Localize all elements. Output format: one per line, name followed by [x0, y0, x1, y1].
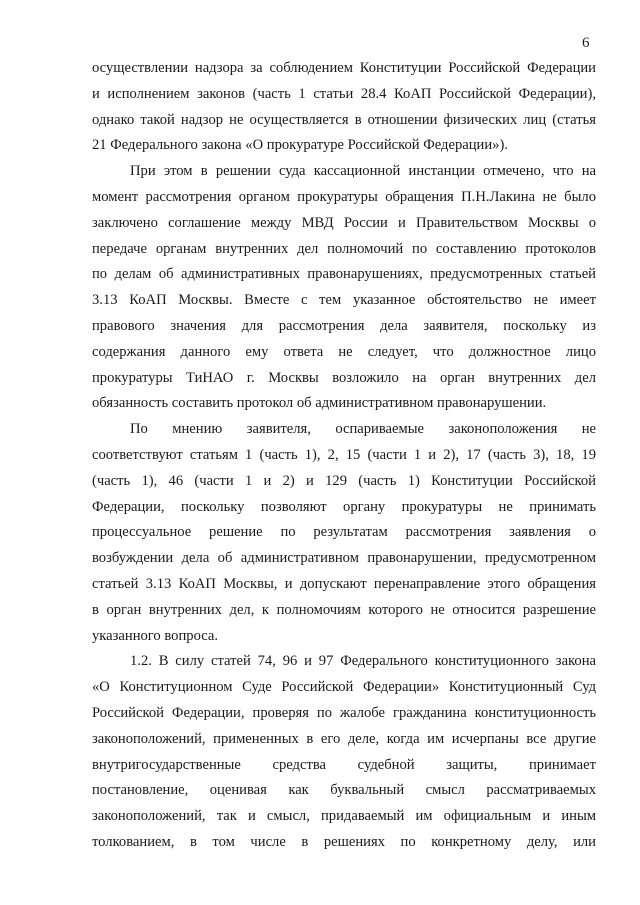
paragraph-3 — [92, 417, 596, 649]
text-line: 1.2. В силу статей 74, 96 и 97 Федерального конституционного закона — [130, 653, 596, 670]
text-line: по делам об административных правонарушениях, предусмотренных статьей — [92, 266, 596, 283]
document-body — [92, 56, 596, 856]
text-line: однако такой надзор не осуществляется в отношении физических лиц (статья — [92, 111, 596, 128]
text-line: процессуальное решение по результатам рассмотрения заявления о — [92, 524, 596, 541]
text-line: заключено соглашение между МВД России и Правительством Москвы о — [92, 214, 596, 231]
text-line: соответствуют статьям 1 (часть 1), 2, 15 (части 1 и 2), 17 (часть 3), 18, 19 — [92, 446, 596, 463]
text-line: в орган внутренних дел, к полномочиям которого не относится разрешение — [92, 601, 596, 618]
text-line: внутригосударственные средства судебной защиты, принимает — [92, 756, 596, 773]
paragraph-4 — [92, 649, 596, 855]
text-line: обязанность составить протокол об административном правонарушении. — [92, 395, 547, 412]
text-line: Российской Федерации, проверяя по жалобе гражданина конституционность — [92, 704, 596, 721]
text-line: толкованием, в том числе в решениях по конкретному делу, или — [92, 833, 596, 850]
text-line: момент рассмотрения органом прокуратуры обращения П.Н.Лакина не было — [92, 188, 596, 205]
text-line: и исполнением законов (часть 1 статьи 28.4 КоАП Российской Федерации), — [92, 85, 596, 102]
text-line: передаче органам внутренних дел полномочий по составлению протоколов — [92, 240, 596, 257]
text-line: При этом в решении суда кассационной инстанции отмечено, что на — [130, 163, 596, 180]
text-line: статьей 3.13 КоАП Москвы, и допускают перенаправление этого обращения — [92, 575, 596, 592]
text-line: (часть 1), 46 (части 1 и 2) и 129 (часть 1) Конституции Российской — [92, 472, 596, 489]
text-line: законоположений, так и смысл, придаваемый им официальным и иным — [92, 808, 596, 825]
text-line: прокуратуры ТиНАО г. Москвы возложило на орган внутренних дел — [92, 369, 596, 386]
text-line: 3.13 КоАП Москвы. Вместе с тем указанное обстоятельство не имеет — [92, 292, 596, 309]
text-line: возбуждении дела об административном правонарушении, предусмотренном — [92, 550, 596, 567]
text-line: 21 Федерального закона «О прокуратуре Российской Федерации»). — [92, 137, 508, 154]
paragraph-2 — [92, 159, 596, 417]
text-line: содержания данного ему ответа не следует, что должностное лицо — [92, 343, 596, 360]
text-line: указанного вопроса. — [92, 627, 219, 644]
text-line: «О Конституционном Суде Российской Федерации» Конституционный Суд — [92, 679, 596, 696]
text-line: постановление, оценивая как буквальный смысл рассматриваемых — [92, 782, 596, 799]
text-line: Федерации, поскольку позволяют органу прокуратуры не принимать — [92, 498, 596, 515]
text-line: По мнению заявителя, оспариваемые законоположения не — [130, 421, 596, 438]
text-line: правового значения для рассмотрения дела заявителя, поскольку из — [92, 317, 596, 334]
text-line: осуществлении надзора за соблюдением Конституции Российской Федерации — [92, 60, 596, 76]
page-number: 6 — [582, 35, 590, 51]
paragraph-1 — [92, 56, 596, 159]
text-line: законоположений, примененных в его деле, когда им исчерпаны все другие — [92, 730, 596, 747]
